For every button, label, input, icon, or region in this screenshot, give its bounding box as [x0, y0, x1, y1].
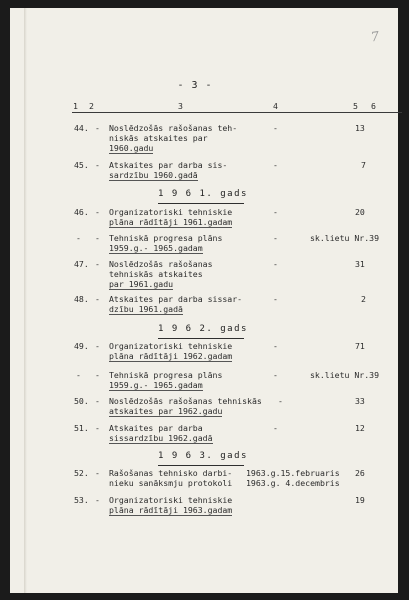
row-dash: - [95, 423, 100, 433]
row-number: 49. [74, 341, 89, 351]
row-dash: - [95, 468, 100, 478]
row-dash: - [95, 160, 100, 170]
row-col4: - [273, 207, 278, 217]
row-number: 48. [74, 294, 89, 304]
row-title-line: Organizatoriski tehniskie [109, 207, 233, 217]
column-header-1: 1 [73, 101, 78, 111]
row-col5: 19 [355, 495, 365, 505]
row-col5: sk.lietu Nr.39 [310, 233, 380, 243]
row-title-line: Noslēdzošās rašošanas tehniskās [109, 396, 262, 406]
row-number: 51. [74, 423, 89, 433]
row-col4: - [273, 294, 278, 304]
row-title-line: par 1961.gadu [109, 279, 174, 289]
row-col5: 20 [355, 207, 365, 217]
page-fold-shadow [24, 8, 27, 593]
row-title-line: Tehniskā progresa plāns [109, 370, 223, 380]
column-header-5: 5 [353, 101, 358, 111]
row-number: 53. [74, 495, 89, 505]
row-col4: - [273, 233, 278, 243]
row-col5: 7 [361, 160, 366, 170]
row-title-line: niskās atskaites par [109, 133, 208, 143]
row-col5: 31 [355, 259, 365, 269]
column-header-4: 4 [273, 101, 278, 111]
row-title-line: tehniskās atskaites [109, 269, 203, 279]
column-header-3: 3 [178, 101, 183, 111]
row-col4: - [273, 259, 278, 269]
handwritten-page-number: 7 [369, 29, 381, 46]
row-title-line: sardzību 1960.gadā [109, 170, 198, 180]
row-number: - [76, 233, 81, 243]
row-col5: 2 [361, 294, 366, 304]
row-dash: - [95, 207, 100, 217]
row-title-line: dzību 1961.gadā [109, 304, 183, 314]
row-dash: - [95, 341, 100, 351]
row-dash: - [95, 259, 100, 269]
row-col5: 71 [355, 341, 365, 351]
row-number: 52. [74, 468, 89, 478]
row-title-line: sissardzību 1962.gadā [109, 433, 213, 443]
row-dash: - [95, 370, 100, 380]
row-col4: - [273, 341, 278, 351]
row-col5: 13 [355, 123, 365, 133]
row-title-line: Rašošanas tehnisko darbi- [109, 468, 233, 478]
row-title-line: plāna rādītāji 1961.gadam [109, 217, 233, 227]
row-number: 47. [74, 259, 89, 269]
row-title-line: Atskaites par darba [109, 423, 203, 433]
row-number: 46. [74, 207, 89, 217]
row-title-line: plāna rādītāji 1962.gadam [109, 351, 233, 361]
year-underline [158, 465, 244, 466]
year-heading: 1 9 6 2. gads [158, 324, 248, 334]
row-title-line: Organizatoriski tehniskie [109, 341, 233, 351]
row-title-line: 1960.gadu [109, 143, 154, 153]
row-number: - [76, 370, 81, 380]
row-col4: 1963.g. 4.decembris [246, 478, 340, 488]
page-number: - 3 - [177, 80, 213, 91]
row-col4: - [273, 123, 278, 133]
row-dash: - [95, 294, 100, 304]
row-col4: 1963.g.15.februaris [246, 468, 340, 478]
row-title-line: atskaites par 1962.gadu [109, 406, 223, 416]
row-col5: sk.lietu Nr.39 [310, 370, 380, 380]
year-underline [158, 338, 244, 339]
row-dash: - [95, 396, 100, 406]
row-col5: 12 [355, 423, 365, 433]
row-title-line: Atskaites par darba sis- [109, 160, 228, 170]
row-dash: - [95, 123, 100, 133]
row-dash: - [95, 233, 100, 243]
row-title-line: Noslēdzošās rašošanas teh- [109, 123, 238, 133]
column-header-2: 2 [89, 101, 94, 111]
column-header-6: 6 [371, 101, 376, 111]
row-dash: - [95, 495, 100, 505]
row-title-line: 1959.g.- 1965.gadam [109, 380, 203, 390]
row-col4: - [273, 423, 278, 433]
year-heading: 1 9 6 3. gads [158, 451, 248, 461]
document-page [10, 8, 398, 593]
row-col5: 33 [355, 396, 365, 406]
row-title-line: Tehniskā progresa plāns [109, 233, 223, 243]
row-title-line: plāna rādītāji 1963.gadam [109, 505, 233, 515]
year-heading: 1 9 6 1. gads [158, 189, 248, 199]
header-rule [72, 112, 402, 113]
row-col5: 26 [355, 468, 365, 478]
row-col4: - [273, 370, 278, 380]
row-title-line: Atskaites par darba sissar- [109, 294, 243, 304]
row-number: 50. [74, 396, 89, 406]
row-number: 45. [74, 160, 89, 170]
row-title-line: Noslēdzošās rašošanas [109, 259, 213, 269]
row-title-line: Organizatoriski tehniskie [109, 495, 233, 505]
row-title-line: 1959.g.- 1965.gadam [109, 243, 203, 253]
row-col4: - [273, 160, 278, 170]
year-underline [158, 203, 244, 204]
row-title-line: nieku sanāksmju protokoli [109, 478, 233, 488]
row-number: 44. [74, 123, 89, 133]
row-col4: - [278, 396, 283, 406]
